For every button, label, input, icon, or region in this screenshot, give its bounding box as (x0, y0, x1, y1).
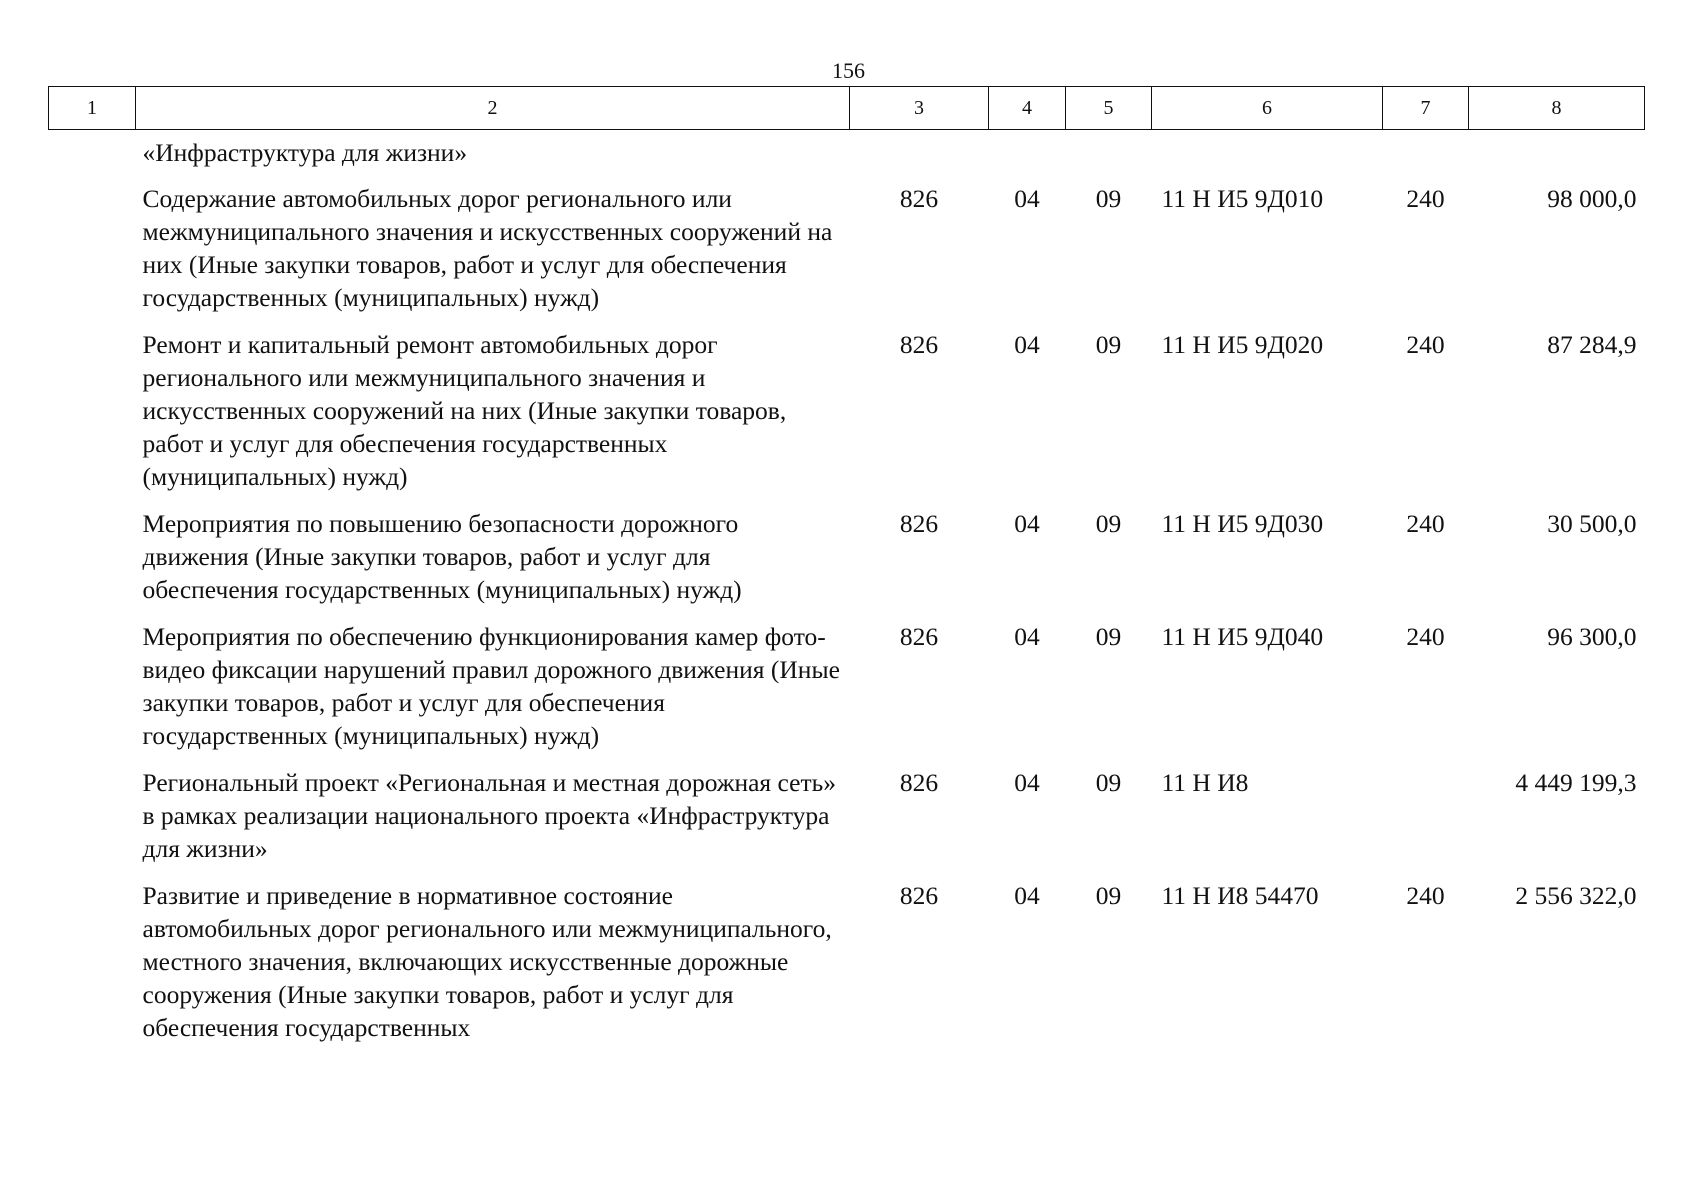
row-ministry: 826 (899, 509, 939, 538)
column-header-4: 4 (989, 87, 1066, 130)
row-ministry: 826 (899, 184, 939, 213)
row-description: Мероприятия по обеспечению функционирования камер фото-видео фиксации нарушений правил дорожного движения (Иные закупки товаров, работ и услуг для обеспечения государственных (муниципальных) нужд) (142, 622, 840, 750)
empty-cell (850, 130, 1645, 183)
row-subsection: 09 (1095, 768, 1122, 797)
row-section: 04 (1014, 330, 1040, 359)
row-expense-type (1383, 766, 1469, 879)
table-header (49, 87, 1645, 130)
row-amount: 2 556 322,0 (1515, 881, 1637, 910)
column-header-6: 6 (1152, 87, 1383, 130)
row-amount: 30 500,0 (1547, 509, 1637, 538)
row-section: 04 (1014, 622, 1040, 651)
row-section: 04 (1014, 768, 1040, 797)
column-header-3: 3 (850, 87, 989, 130)
row-amount: 4 449 199,3 (1515, 768, 1637, 797)
row-description: Ремонт и капитальный ремонт автомобильных дорог регионального или межмуниципального значения и искусственных сооружений на них (Иные закупки товаров, работ и услуг для обеспечения государственных (муниципальных) нужд) (142, 330, 787, 491)
table-row (49, 766, 1645, 879)
continuation-text: «Инфраструктура для жизни» (142, 138, 468, 167)
row-expense-type: 240 (1406, 622, 1445, 651)
row-expense-type: 240 (1406, 509, 1445, 538)
empty-cell (49, 766, 136, 879)
empty-cell (49, 328, 136, 507)
table-row (49, 620, 1645, 766)
row-target-article: 11 Н И5 9Д020 (1161, 330, 1324, 359)
row-ministry: 826 (899, 881, 939, 910)
row-section: 04 (1014, 509, 1040, 538)
table-body (49, 130, 1645, 1059)
empty-cell (49, 507, 136, 620)
budget-table (48, 86, 1645, 1058)
column-header-2: 2 (136, 87, 850, 130)
row-subsection: 09 (1095, 330, 1122, 359)
row-subsection: 09 (1095, 622, 1122, 651)
table-row (49, 328, 1645, 507)
row-ministry: 826 (899, 330, 939, 359)
empty-cell (49, 182, 136, 328)
row-target-article: 11 Н И8 (1161, 768, 1249, 797)
row-ministry: 826 (899, 622, 939, 651)
column-header-7: 7 (1383, 87, 1469, 130)
row-expense-type: 240 (1406, 881, 1445, 910)
table-row (49, 879, 1645, 1058)
row-description: Мероприятия по повышению безопасности дорожного движения (Иные закупки товаров, работ и услуг для обеспечения государственных (муниципальных) нужд) (142, 509, 742, 604)
column-header-5: 5 (1066, 87, 1152, 130)
table-row (49, 182, 1645, 328)
row-target-article: 11 Н И8 54470 (1161, 881, 1319, 910)
empty-cell (49, 620, 136, 766)
row-description: Региональный проект «Региональная и местная дорожная сеть» в рамках реализации национального проекта «Инфраструктура для жизни» (142, 768, 836, 863)
column-header-8: 8 (1469, 87, 1645, 130)
empty-cell (49, 879, 136, 1058)
page-number: 156 (832, 58, 865, 83)
row-section: 04 (1014, 881, 1040, 910)
row-expense-type: 240 (1406, 184, 1445, 213)
table-row (49, 507, 1645, 620)
row-subsection: 09 (1095, 509, 1122, 538)
row-target-article: 11 Н И5 9Д040 (1161, 622, 1324, 651)
row-description: Развитие и приведение в нормативное состояние автомобильных дорог регионального или межмуниципального, местного значения, включающих искусственные дорожные сооружения (Иные закупки товаров, работ и услуг для обеспечения государственных (142, 881, 832, 1042)
empty-cell (49, 130, 136, 183)
row-target-article: 11 Н И5 9Д030 (1161, 509, 1324, 538)
row-amount: 98 000,0 (1547, 184, 1637, 213)
row-subsection: 09 (1095, 881, 1122, 910)
row-amount: 87 284,9 (1547, 330, 1637, 359)
row-section: 04 (1014, 184, 1040, 213)
column-header-1: 1 (49, 87, 136, 130)
row-description: Содержание автомобильных дорог регионального или межмуниципального значения и искусственных сооружений на них (Иные закупки товаров, работ и услуг для обеспечения государственных (муниципальных) нужд) (142, 184, 833, 312)
row-ministry: 826 (899, 768, 939, 797)
header-row (49, 87, 1645, 130)
continuation-row (49, 130, 1645, 183)
row-subsection: 09 (1095, 184, 1122, 213)
row-expense-type: 240 (1406, 330, 1445, 359)
row-target-article: 11 Н И5 9Д010 (1161, 184, 1324, 213)
row-amount: 96 300,0 (1547, 622, 1637, 651)
